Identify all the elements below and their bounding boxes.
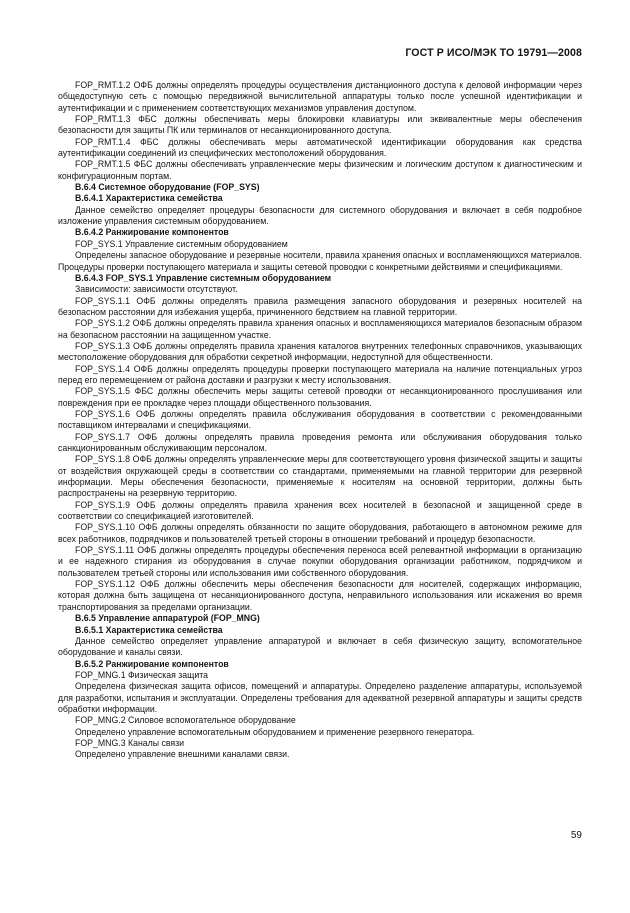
paragraph: FOP_MNG.3 Каналы связи <box>75 737 185 748</box>
section-heading: В.6.4 Системное оборудование (FOP_SYS) <box>75 182 260 193</box>
paragraph: FOP_SYS.1.9 ОФБ должны определять правила хранения всех носителей в безопасной и защищенной среде в соответствии со спецификацией изготовителей. <box>58 499 582 522</box>
section-heading: В.6.5.1 Характеристика семейства <box>75 624 223 635</box>
paragraph: FOP_SYS.1.8 ОФБ должны определять управленческие меры для соответствующего уровня физической защиты и защиты от воздействия окружающей среды в соответствии со стандартами, применяемыми на главной территории для резервной информации. Меры обеспечения безопасности, применяемые к носителям на основной территории, должны быть распространены на резервную территорию. <box>58 454 582 499</box>
paragraph: FOP_SYS.1.4 ОФБ должны определять процедуры проверки поступающего материала на наличие потенциальных угроз перед его перемещением от района доставки и разгрузки к месту использования. <box>58 363 582 385</box>
paragraph: FOP_SYS.1.6 ОФБ должны определять правила обслуживания оборудования в соответствии с рекомендованными поставщиком интервалами и спецификациями. <box>58 408 582 431</box>
paragraph: Определено управление внешними каналами связи. <box>75 749 290 760</box>
paragraph: FOP_SYS.1.7 ОФБ должны определять правила проведения ремонта или обслуживания оборудования только санкционированным обслуживающим персоналом. <box>58 431 582 453</box>
section-heading: В.6.5.2 Ранжирование компонентов <box>75 658 229 669</box>
paragraph: Определены запасное оборудование и резервные носители, правила хранения опасных и воспламеняющихся материалов. Процедуры проверки поступающего материала и защиты сетевой проводки с конкретными действиями и спецификациями. <box>58 250 582 272</box>
paragraph: FOP_SYS.1.5 ФБС должны обеспечить меры защиты сетевой проводки от несанкционированного прослушивания или повреждения при ее прокладке через площади общественного пользования. <box>58 386 582 408</box>
paragraph: FOP_SYS.1.11 ОФБ должны определять процедуры обеспечения переноса всей релевантной информации в организацию и ее надежного стирания из оборудования в случае покупки оборудования организации работником, подрядчиком и пользователем третьей стороны или использования ими собственного оборудования. <box>58 545 582 578</box>
paragraph: Данное семейство определяет процедуры безопасности для системного оборудования и включает в себя подробное изложение управления системным оборудованием. <box>58 204 582 227</box>
paragraph: FOP_SYS.1.12 ОФБ должны обеспечить меры обеспечения безопасности для носителей, содержащих информацию, которая должна быть защищена от несанкционированного доступа, неправильного использования или искажения во время транспортирования за пределами организации. <box>58 579 582 612</box>
section-heading: В.6.4.3 FOP_SYS.1 Управление системным оборудованием <box>75 272 332 283</box>
page-number: 59 <box>570 830 582 841</box>
paragraph: Зависимости: зависимости отсутствуют. <box>75 284 238 295</box>
paragraph: FOP_RMT.1.4 ФБС должны обеспечивать меры автоматической идентификации оборудования как средства аутентификации соединений из специфических местоположений оборудования. <box>58 136 582 159</box>
section-heading: В.6.4.1 Характеристика семейства <box>75 193 223 204</box>
paragraph: FOP_SYS.1.10 ОФБ должны определять обязанности по защите оборудования, работающего в автономном режиме для всех работников, подрядчиков и пользователей третьей стороны в отношении требований и процедур безопасности. <box>58 522 582 544</box>
paragraph: Определено управление вспомогательным оборудованием и применение резервного генератора. <box>75 726 475 737</box>
paragraph: Определена физическая защита офисов, помещений и аппаратуры. Определено разделение аппаратуры, используемой для разработки, испытания и эксплуатации. Определены требования для адекватной резервной аппаратуры и защиты средств обработки информации. <box>58 681 582 714</box>
section-heading: В.6.5 Управление аппаратурой (FOP_MNG) <box>75 613 260 624</box>
paragraph: FOP_RMT.1.5 ФБС должны обеспечивать управленческие меры физическим и логическим доступом к диагностическим и конфигурационным портам. <box>58 159 582 181</box>
paragraph: FOP_RMT.1.3 ФБС должны обеспечивать меры блокировки клавиатуры или эквивалентные меры обеспечения безопасности для защиты ПК или терминалов от несанкционированного доступа. <box>58 114 582 136</box>
section-heading: В.6.4.2 Ранжирование компонентов <box>75 227 229 238</box>
paragraph: FOP_RMT.1.2 ОФБ должны определять процедуры осуществления дистанционного доступа к деловой информации через общедоступную сеть с помощью передвижной вычислительной аппаратуры только после успешной идентификации и аутентификации и с применением соответствующих механизмов управления доступом. <box>58 80 582 113</box>
body-text <box>58 80 582 761</box>
paragraph: FOP_MNG.2 Силовое вспомогательное оборудование <box>75 715 296 726</box>
paragraph: Данное семейство определяет управление аппаратурой и включает в себя физическую защиту, вспомогательное оборудование и каналы связи. <box>58 635 582 658</box>
paragraph: FOP_SYS.1 Управление системным оборудованием <box>75 238 288 249</box>
paragraph: FOP_MNG.1 Физическая защита <box>75 669 209 680</box>
paragraph: FOP_SYS.1.3 ОФБ должны определять правила хранения каталогов внутренних телефонных справочников, указывающих местоположение оборудования для обработки секретной информации, недоступной для общественности. <box>58 340 582 363</box>
paragraph: FOP_SYS.1.1 ОФБ должны определять правила размещения запасного оборудования и резервных носителей на безопасном расстоянии для избежания ущерба, причиненного бедствием на главной территории. <box>58 295 582 317</box>
standard-header: ГОСТ Р ИСО/МЭК ТО 19791—2008 <box>405 47 582 59</box>
paragraph: FOP_SYS.1.2 ОФБ должны определять правила хранения опасных и воспламеняющихся материалов безопасным образом на безопасном расстоянии на защищенном участке. <box>58 318 582 340</box>
